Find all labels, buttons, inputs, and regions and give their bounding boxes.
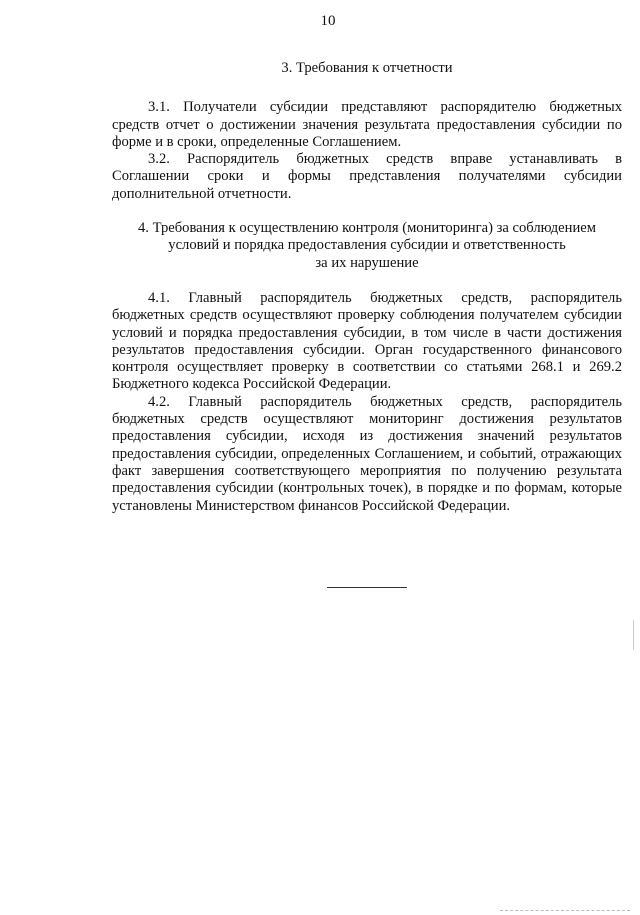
section-4-heading xyxy=(112,220,622,272)
paragraph-4-2: 4.2. Главный распорядитель бюджетных средств, распорядитель бюджетных средств осуществляют мониторинг достижения результатов предоставления субсидии, исходя из достижения значений результатов предоставления субсидии, определенных Соглашением, и событий, отражающих факт завершения соответствующего мероприятия по получению результата предоставления субсидии (контрольных точек), в порядке и по формам, которые установлены Министерством финансов Российской Федерации. xyxy=(112,393,622,514)
end-divider xyxy=(327,587,407,588)
scan-artifact-bottom xyxy=(500,910,630,911)
paragraph-3-1: 3.1. Получатели субсидии представляют распорядителю бюджетных средств отчет о достижении значения результата предоставления субсидии по форме и в сроки, определенные Соглашением. xyxy=(112,99,622,150)
scan-artifact xyxy=(633,620,634,650)
section-4-heading-line-2: условий и порядка предоставления субсидии и ответственность xyxy=(168,237,566,254)
section-4-heading-line-1: 4. Требования к осуществлению контроля (мониторинга) за соблюдением xyxy=(138,220,596,237)
paragraph-4-1: 4.1. Главный распорядитель бюджетных средств, распорядитель бюджетных средств осуществляют проверку соблюдения получателем субсидии условий и порядка предоставления субсидии, в том числе в части достижения результатов предоставления субсидии. Орган государственного финансового контроля осуществляет проверку в соответствии со статьями 268.1 и 269.2 Бюджетного кодекса Российской Федерации. xyxy=(112,289,622,393)
document-body xyxy=(112,56,622,515)
page-number: 10 xyxy=(320,13,336,29)
paragraph-3-2: 3.2. Распорядитель бюджетных средств вправе устанавливать в Соглашении сроки и формы представления получателями субсидии дополнительной отчетности. xyxy=(112,151,622,202)
section-4-heading-line-3: за их нарушение xyxy=(315,254,419,271)
section-3-heading: 3. Требования к отчетности xyxy=(281,60,453,76)
